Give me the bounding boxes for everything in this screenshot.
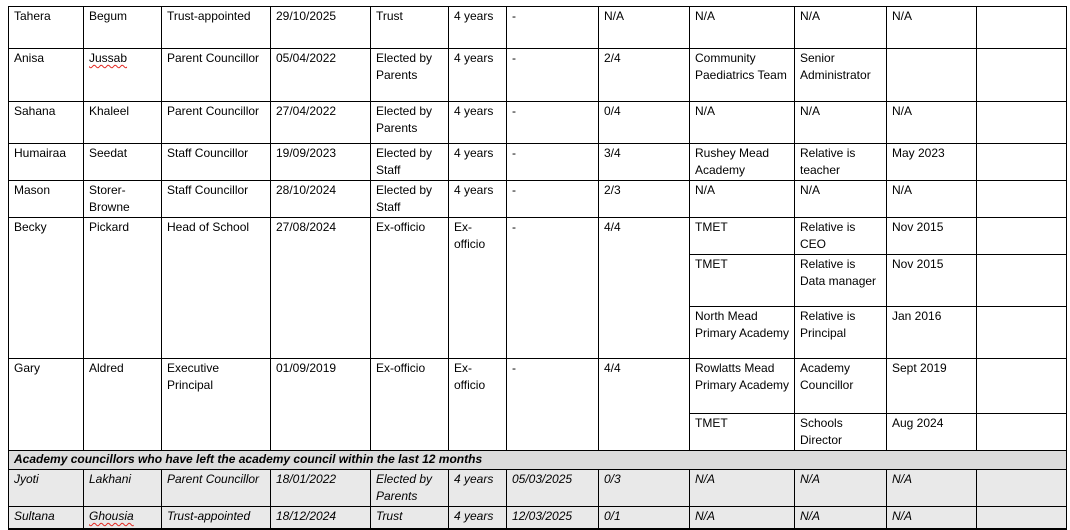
- cell-date-appointed: 29/10/2025: [271, 7, 371, 49]
- cell-appointed-by: Trust: [371, 507, 449, 529]
- cell-left-date: -: [507, 181, 599, 218]
- cell-last-name: [84, 49, 162, 102]
- cell-interest-position: N/A: [795, 470, 887, 507]
- cell-first-name: Jyoti: [9, 470, 84, 507]
- cell-interest-date: [887, 49, 977, 102]
- cell-term: 4 years: [449, 181, 507, 218]
- cell-notes: [977, 507, 1067, 529]
- cell-role: Staff Councillor: [162, 181, 271, 218]
- cell-date-appointed: 18/01/2022: [271, 470, 371, 507]
- cell-attendance: N/A: [599, 7, 690, 49]
- cell-attendance: 0/4: [599, 102, 690, 144]
- cell-notes: [977, 218, 1067, 255]
- cell-interest-org: N/A: [690, 7, 795, 49]
- cell-last-name: Pickard: [84, 218, 162, 359]
- cell-appointed-by: Elected by Parents: [371, 49, 449, 102]
- cell-notes: [977, 255, 1067, 307]
- cell-interest-date: Jan 2016: [887, 307, 977, 359]
- cell-date-appointed: 18/12/2024: [271, 507, 371, 529]
- leaver-member-row: [9, 507, 1067, 529]
- leavers-section-heading: Academy councillors who have left the academy council within the last 12 months: [9, 451, 1067, 470]
- cell-term: Ex-officio: [449, 359, 507, 451]
- cell-interest-position: N/A: [795, 102, 887, 144]
- cell-attendance: 0/3: [599, 470, 690, 507]
- cell-attendance: 2/3: [599, 181, 690, 218]
- cell-appointed-by: Ex-officio: [371, 218, 449, 359]
- cell-notes: [977, 144, 1067, 181]
- cell-interest-org: Rushey Mead Academy: [690, 144, 795, 181]
- cell-appointed-by: Elected by Staff: [371, 181, 449, 218]
- member-row: [9, 102, 1067, 144]
- cell-interest-org: N/A: [690, 507, 795, 529]
- member-row: [9, 144, 1067, 181]
- cell-interest-position: Academy Councillor: [795, 359, 887, 414]
- cell-notes: [977, 470, 1067, 507]
- cell-last-name: Seedat: [84, 144, 162, 181]
- cell-role: Staff Councillor: [162, 144, 271, 181]
- cell-term: 4 years: [449, 507, 507, 529]
- cell-term: Ex-officio: [449, 218, 507, 359]
- cell-notes: [977, 181, 1067, 218]
- cell-notes: [977, 307, 1067, 359]
- cell-first-name: Becky: [9, 218, 84, 359]
- cell-attendance: 3/4: [599, 144, 690, 181]
- cell-date-appointed: 27/08/2024: [271, 218, 371, 359]
- cell-interest-date: N/A: [887, 470, 977, 507]
- cell-date-appointed: 27/04/2022: [271, 102, 371, 144]
- cell-last-name: [84, 507, 162, 529]
- cell-notes: [977, 7, 1067, 49]
- cell-last-name: Aldred: [84, 359, 162, 451]
- cell-first-name: Tahera: [9, 7, 84, 49]
- cell-date-appointed: 19/09/2023: [271, 144, 371, 181]
- cell-notes: [977, 49, 1067, 102]
- cell-last-name: Storer-Browne: [84, 181, 162, 218]
- cell-interest-position: Relative is CEO: [795, 218, 887, 255]
- cell-attendance: 4/4: [599, 218, 690, 359]
- cell-appointed-by: Elected by Staff: [371, 144, 449, 181]
- cell-interest-position: N/A: [795, 181, 887, 218]
- cell-interest-position: Relative is Principal: [795, 307, 887, 359]
- cell-interest-date: N/A: [887, 507, 977, 529]
- cell-role: Head of School: [162, 218, 271, 359]
- cell-left-date: -: [507, 49, 599, 102]
- cell-interest-org: TMET: [690, 255, 795, 307]
- misspelled-word: Jussab: [89, 51, 128, 65]
- cell-first-name: Anisa: [9, 49, 84, 102]
- cell-role: Parent Councillor: [162, 49, 271, 102]
- cell-interest-org: Community Paediatrics Team: [690, 49, 795, 102]
- cell-first-name: Humairaa: [9, 144, 84, 181]
- cell-interest-org: N/A: [690, 102, 795, 144]
- member-row: [9, 7, 1067, 49]
- cell-interest-org: TMET: [690, 218, 795, 255]
- cell-interest-org: TMET: [690, 414, 795, 451]
- cell-interest-date: Nov 2015: [887, 255, 977, 307]
- cell-last-name: Khaleel: [84, 102, 162, 144]
- cell-first-name: Sahana: [9, 102, 84, 144]
- leaver-member-row: [9, 470, 1067, 507]
- cell-left-date: -: [507, 218, 599, 359]
- cell-interest-date: Aug 2024: [887, 414, 977, 451]
- cell-term: 4 years: [449, 102, 507, 144]
- cell-interest-position: Relative is Data manager: [795, 255, 887, 307]
- cell-appointed-by: Trust: [371, 7, 449, 49]
- cell-appointed-by: Elected by Parents: [371, 102, 449, 144]
- cell-last-name: Lakhani: [84, 470, 162, 507]
- cell-interest-org: N/A: [690, 181, 795, 218]
- misspelled-word: Ghousia: [89, 509, 134, 523]
- cell-interest-org: North Mead Primary Academy: [690, 307, 795, 359]
- cell-notes: [977, 102, 1067, 144]
- cell-interest-position: Relative is teacher: [795, 144, 887, 181]
- leavers-section-header-row: [9, 451, 1067, 470]
- cell-last-name: Begum: [84, 7, 162, 49]
- cell-attendance: 2/4: [599, 49, 690, 102]
- cell-interest-date: N/A: [887, 102, 977, 144]
- cell-attendance: 4/4: [599, 359, 690, 451]
- cell-term: 4 years: [449, 7, 507, 49]
- cell-notes: [977, 359, 1067, 414]
- cell-date-appointed: 28/10/2024: [271, 181, 371, 218]
- cell-interest-position: N/A: [795, 7, 887, 49]
- cell-interest-date: Nov 2015: [887, 218, 977, 255]
- cell-role: Parent Councillor: [162, 102, 271, 144]
- cell-first-name: Sultana: [9, 507, 84, 529]
- academy-councillors-table: [8, 6, 1067, 530]
- cell-left-date: -: [507, 102, 599, 144]
- cell-role: Trust-appointed: [162, 507, 271, 529]
- cell-left-date: 12/03/2025: [507, 507, 599, 529]
- cell-left-date: -: [507, 144, 599, 181]
- cell-appointed-by: Elected by Parents: [371, 470, 449, 507]
- cell-first-name: Mason: [9, 181, 84, 218]
- cell-interest-org: N/A: [690, 470, 795, 507]
- member-row: [9, 218, 1067, 255]
- cell-role: Executive Principal: [162, 359, 271, 451]
- cell-interest-date: May 2023: [887, 144, 977, 181]
- cell-term: 4 years: [449, 470, 507, 507]
- cell-interest-position: Senior Administrator: [795, 49, 887, 102]
- cell-term: 4 years: [449, 49, 507, 102]
- cell-interest-position: Schools Director: [795, 414, 887, 451]
- cell-notes: [977, 414, 1067, 451]
- cell-left-date: -: [507, 7, 599, 49]
- cell-left-date: 05/03/2025: [507, 470, 599, 507]
- cell-attendance: 0/1: [599, 507, 690, 529]
- cell-interest-date: N/A: [887, 181, 977, 218]
- cell-left-date: -: [507, 359, 599, 451]
- cell-first-name: Gary: [9, 359, 84, 451]
- member-row: [9, 49, 1067, 102]
- member-row: [9, 181, 1067, 218]
- member-row: [9, 359, 1067, 414]
- cell-role: Parent Councillor: [162, 470, 271, 507]
- cell-appointed-by: Ex-officio: [371, 359, 449, 451]
- cell-interest-org: Rowlatts Mead Primary Academy: [690, 359, 795, 414]
- cell-interest-position: N/A: [795, 507, 887, 529]
- cell-interest-date: Sept 2019: [887, 359, 977, 414]
- cell-role: Trust-appointed: [162, 7, 271, 49]
- cell-date-appointed: 01/09/2019: [271, 359, 371, 451]
- cell-date-appointed: 05/04/2022: [271, 49, 371, 102]
- cell-interest-date: N/A: [887, 7, 977, 49]
- cell-term: 4 years: [449, 144, 507, 181]
